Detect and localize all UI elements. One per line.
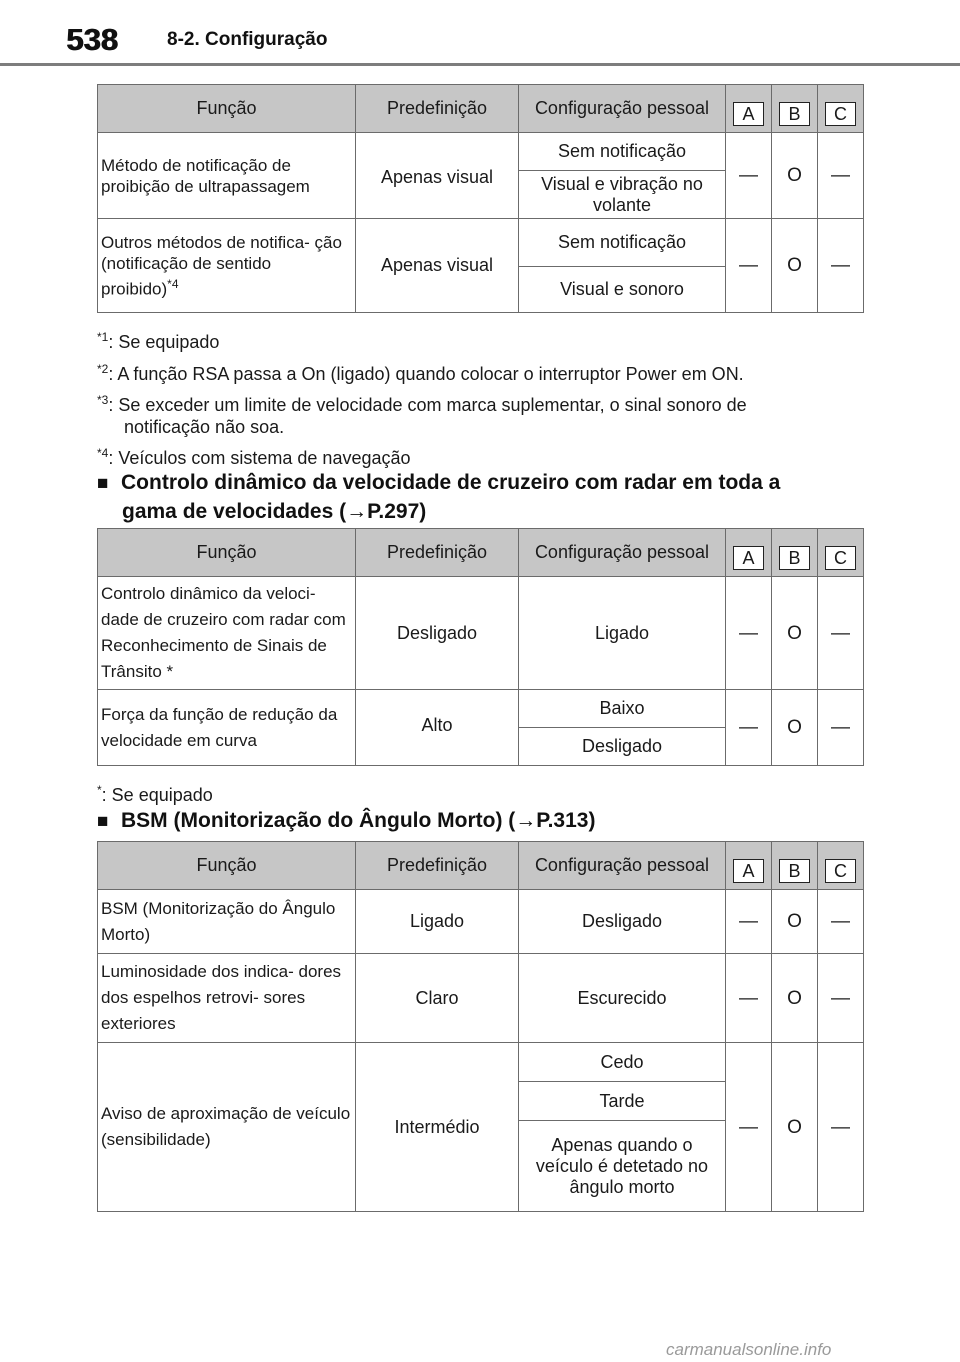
cell-mark-b: O: [772, 1043, 818, 1212]
col-header-funcao: Função: [98, 85, 356, 133]
footnote-text: : Se exceder um limite de velocidade com marca suplementar, o sinal sonoro de: [108, 395, 747, 415]
table-header-row: [98, 529, 864, 577]
footnote-text: : Se equipado: [108, 332, 220, 352]
table-row: [98, 1043, 864, 1082]
cell-mark-c: —: [818, 890, 864, 954]
cell-mark-b: O: [772, 890, 818, 954]
col-header-b: [772, 842, 818, 890]
cell-mark-b: O: [772, 690, 818, 766]
footnote-mark: *4: [97, 446, 109, 460]
cell-funcao: Controlo dinâmico da veloci- dade de cruzeiro com radar com Reconhecimento de Sinais de Trânsito *: [98, 577, 356, 690]
label-c: C: [825, 546, 856, 570]
footnote-ref: *4: [167, 276, 179, 291]
cell-funcao: [98, 219, 356, 313]
cell-mark-a: —: [726, 1043, 772, 1212]
footnote-text: : Se equipado: [101, 785, 213, 805]
section-title: 8-2. Configuração: [167, 29, 328, 50]
cell-predefinicao: Apenas visual: [356, 133, 519, 219]
cell-mark-c: —: [818, 1043, 864, 1212]
footnote-text-cont: notificação não soa.: [124, 417, 285, 437]
label-b: B: [779, 546, 810, 570]
col-header-c: [818, 842, 864, 890]
label-c: C: [825, 859, 856, 883]
cell-funcao: Luminosidade dos indica- dores dos espelhos retrovi- sores exteriores: [98, 954, 356, 1043]
heading-acc: [97, 469, 780, 526]
table-header-row: [98, 842, 864, 890]
label-c: C: [825, 102, 856, 126]
cell-funcao: Método de notificação de proibição de ultrapassagem: [98, 133, 356, 219]
cell-mark-a: —: [726, 954, 772, 1043]
col-header-config: Configuração pessoal: [519, 529, 726, 577]
label-a: A: [733, 859, 764, 883]
footnote-1: [97, 331, 219, 353]
table-row: [98, 954, 864, 1043]
table-row: [98, 133, 864, 171]
footnote-2: [97, 363, 744, 385]
label-b: B: [779, 859, 810, 883]
cell-mark-c: —: [818, 954, 864, 1043]
cell-mark-c: —: [818, 133, 864, 219]
cell-mark-b: O: [772, 954, 818, 1043]
col-header-config: Configuração pessoal: [519, 85, 726, 133]
cell-mark-a: —: [726, 890, 772, 954]
settings-table-bsm: [97, 841, 864, 1212]
footnote-mark: *2: [97, 362, 109, 376]
table-row: [98, 890, 864, 954]
cell-option: Visual e vibração no volante: [519, 171, 726, 219]
cell-funcao: Força da função de redução da velocidade em curva: [98, 690, 356, 766]
cell-mark-c: —: [818, 690, 864, 766]
cell-mark-c: —: [818, 219, 864, 313]
cell-predefinicao: Claro: [356, 954, 519, 1043]
footnote-mark: *1: [97, 330, 109, 344]
cell-option: Desligado: [519, 728, 726, 766]
cell-option: Tarde: [519, 1082, 726, 1121]
footnote-3: [97, 394, 747, 438]
table-header-row: [98, 85, 864, 133]
label-a: A: [733, 546, 764, 570]
footnote-text: : A função RSA passa a On (ligado) quando colocar o interruptor Power em ON.: [108, 364, 744, 384]
cell-mark-a: —: [726, 690, 772, 766]
cell-option: Apenas quando o veículo é detetado no ângulo morto: [519, 1121, 726, 1212]
cell-predefinicao: Desligado: [356, 577, 519, 690]
cell-mark-b: O: [772, 133, 818, 219]
bullet-square-icon: ■: [97, 473, 109, 494]
cell-predefinicao: Alto: [356, 690, 519, 766]
col-header-c: [818, 85, 864, 133]
col-header-predefinicao: Predefinição: [356, 842, 519, 890]
table-row: [98, 690, 864, 728]
col-header-a: [726, 529, 772, 577]
cell-predefinicao: Ligado: [356, 890, 519, 954]
table-row: [98, 219, 864, 267]
cell-option: Ligado: [519, 577, 726, 690]
footnote-text: : Veículos com sistema de navegação: [108, 448, 411, 468]
col-header-c: [818, 529, 864, 577]
cell-mark-c: —: [818, 577, 864, 690]
settings-table-overtaking: [97, 84, 864, 313]
col-header-funcao: Função: [98, 842, 356, 890]
page-number: 538: [66, 22, 118, 57]
header-rule: [0, 63, 960, 66]
col-header-funcao: Função: [98, 529, 356, 577]
cell-option: Visual e sonoro: [519, 267, 726, 313]
footnote-mark: *: [97, 783, 102, 797]
cell-funcao: Aviso de aproximação de veículo (sensibilidade): [98, 1043, 356, 1212]
bullet-square-icon: ■: [97, 811, 109, 832]
cell-mark-a: —: [726, 133, 772, 219]
heading-bsm: [97, 807, 595, 836]
cell-option: Baixo: [519, 690, 726, 728]
footnote-mark: *3: [97, 393, 109, 407]
cell-option: Cedo: [519, 1043, 726, 1082]
page-header: [0, 0, 960, 66]
col-header-b: [772, 529, 818, 577]
col-header-config: Configuração pessoal: [519, 842, 726, 890]
cell-mark-b: O: [772, 577, 818, 690]
cell-option: Sem notificação: [519, 133, 726, 171]
cell-option: Desligado: [519, 890, 726, 954]
cell-predefinicao: Intermédio: [356, 1043, 519, 1212]
cell-funcao: BSM (Monitorização do Ângulo Morto): [98, 890, 356, 954]
col-header-a: [726, 85, 772, 133]
col-header-predefinicao: Predefinição: [356, 529, 519, 577]
watermark: carmanualsonline.info: [666, 1340, 832, 1359]
cell-predefinicao: Apenas visual: [356, 219, 519, 313]
label-b: B: [779, 102, 810, 126]
heading-text: Controlo dinâmico da velocidade de cruzeiro com radar em toda a: [121, 471, 781, 494]
cell-mark-a: —: [726, 219, 772, 313]
heading-text-cont: gama de velocidades (→P.297): [122, 500, 427, 523]
footnote-equipped: [97, 784, 213, 806]
col-header-predefinicao: Predefinição: [356, 85, 519, 133]
col-header-b: [772, 85, 818, 133]
cell-option: Escurecido: [519, 954, 726, 1043]
cell-funcao-text: Outros métodos de notifica- ção (notificação de sentido proibido): [101, 232, 342, 299]
settings-table-acc: [97, 528, 864, 766]
col-header-a: [726, 842, 772, 890]
heading-text: BSM (Monitorização do Ângulo Morto) (→P.313): [121, 809, 596, 832]
cell-option: Sem notificação: [519, 219, 726, 267]
cell-mark-b: O: [772, 219, 818, 313]
label-a: A: [733, 102, 764, 126]
table-row: [98, 577, 864, 690]
footnote-4: [97, 447, 411, 469]
cell-mark-a: —: [726, 577, 772, 690]
